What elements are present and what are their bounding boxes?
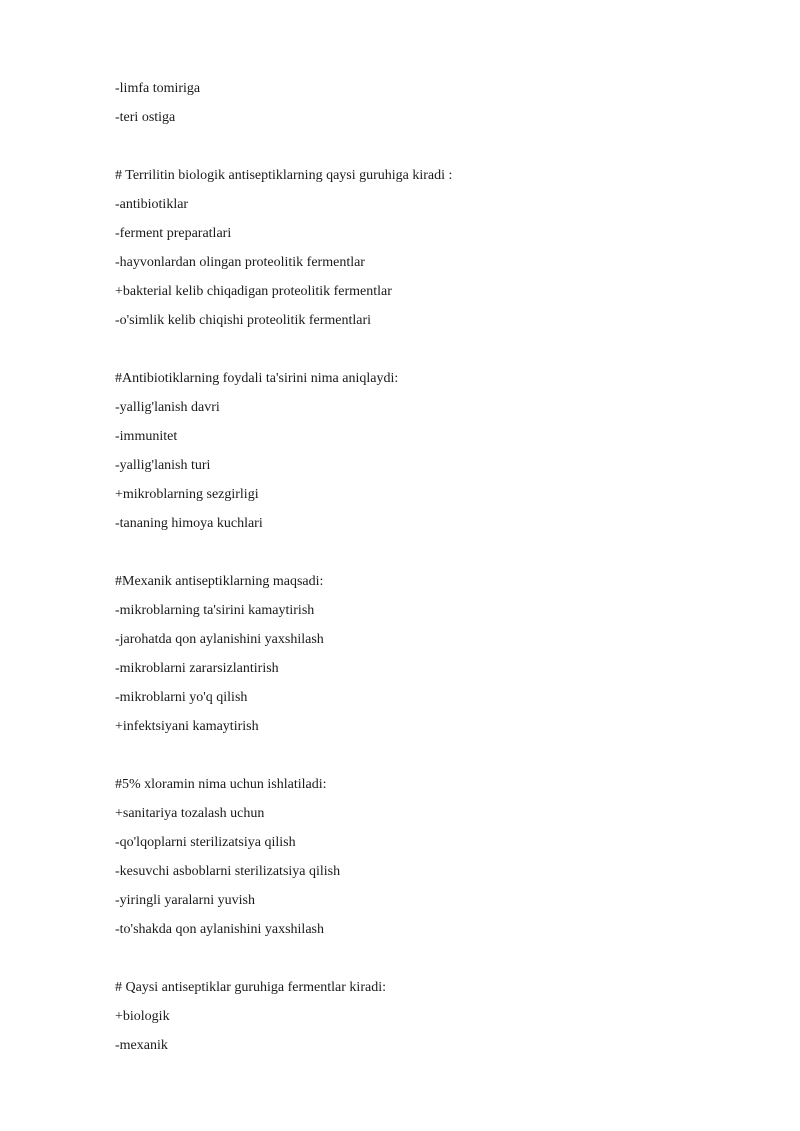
answer-option: -jarohatda qon aylanishini yaxshilash <box>115 632 324 647</box>
answer-option: -mikroblarni yo'q qilish <box>115 690 248 705</box>
answer-option: -mikroblarning ta'sirini kamaytirish <box>115 603 315 618</box>
answer-line: -teri ostiga <box>115 110 176 125</box>
question-block <box>115 567 735 741</box>
spacer <box>115 335 735 364</box>
answer-option-correct: +mikroblarning sezgirligi <box>115 487 259 502</box>
spacer <box>115 538 735 567</box>
answer-option: -ferment preparatlari <box>115 226 232 241</box>
answer-option-correct: +infektsiyani kamaytirish <box>115 719 259 734</box>
answer-option: -yiringli yaralarni yuvish <box>115 893 255 908</box>
question-text: # Qaysi antiseptiklar guruhiga fermentlar kiradi: <box>115 980 386 995</box>
question-block <box>115 770 735 944</box>
answer-option: -yallig'lanish turi <box>115 458 211 473</box>
answer-option: -tananing himoya kuchlari <box>115 516 263 531</box>
question-text: #5% xloramin nima uchun ishlatiladi: <box>115 777 327 792</box>
question-block <box>115 364 735 538</box>
spacer <box>115 944 735 973</box>
answer-option: -hayvonlardan olingan proteolitik fermentlar <box>115 255 365 270</box>
question-text: #Antibiotiklarning foydali ta'sirini nima aniqlaydi: <box>115 371 399 386</box>
question-block <box>115 161 735 335</box>
answer-option: -yallig'lanish davri <box>115 400 220 415</box>
answer-option: -mexanik <box>115 1038 168 1053</box>
answer-option-correct: +biologik <box>115 1009 170 1024</box>
spacer <box>115 132 735 161</box>
answer-option: -qo'lqoplarni sterilizatsiya qilish <box>115 835 296 850</box>
answer-option: -antibiotiklar <box>115 197 189 212</box>
answer-option-correct: +bakterial kelib chiqadigan proteolitik fermentlar <box>115 284 392 299</box>
question-text: # Terrilitin biologik antiseptiklarning qaysi guruhiga kiradi : <box>115 168 453 183</box>
answer-option: -mikroblarni zararsizlantirish <box>115 661 279 676</box>
answer-option: -kesuvchi asboblarni sterilizatsiya qilish <box>115 864 341 879</box>
answer-line: -limfa tomiriga <box>115 81 201 96</box>
question-text: #Mexanik antiseptiklarning maqsadi: <box>115 574 324 589</box>
answer-option-correct: +sanitariya tozalash uchun <box>115 806 265 821</box>
document-content <box>115 74 735 1060</box>
answer-option: -to'shakda qon aylanishini yaxshilash <box>115 922 324 937</box>
spacer <box>115 741 735 770</box>
question-block <box>115 973 735 1060</box>
answer-option: -o'simlik kelib chiqishi proteolitik fermentlari <box>115 313 372 328</box>
answer-option: -immunitet <box>115 429 178 444</box>
